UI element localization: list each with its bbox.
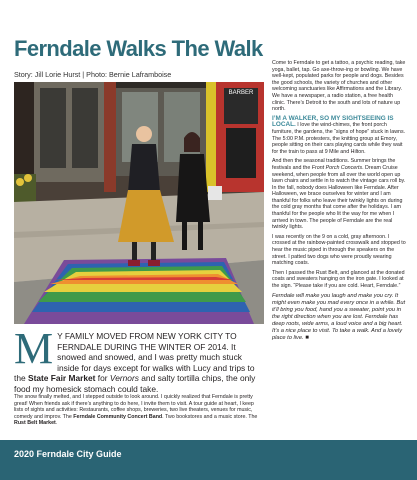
- paragraph: Come to Ferndale to get a tattoo, a psychic reading, take yoga, ballet, tap. Go axe-throw-ing or bowling. We have well-kept, populated parks for people and dogs. Besides the good schools, the variety of churches and other welcoming sanctuaries like Affirmations and the Library. We have a newspaper, a radio station, a free health clinic. There’s Detroit to the south and lots of nature up north.: [272, 60, 406, 113]
- paragraph-text: I love the wind-chimes, the front porch furniture, the gardens, the “signs of hope” stuck in lawns. The 5:00 P.M. protesters, the knitting group at Emory, people sitting on their cars playing cards while they wait for the train to pass at 9 Mile and Hilton.: [272, 122, 406, 155]
- intro-text: for: [95, 373, 110, 384]
- vernors: Vernors: [109, 373, 139, 384]
- barber-sign: BARBER: [228, 90, 254, 96]
- footer-year: 2020: [14, 449, 35, 459]
- body-text: The snow finally melted, and I stepped outside to look around. I quickly realized that Ferndale is pretty great! When friends ask if there’s anything to do here, I invite them to visit. A tour guide at heart, I keep lists of sights and activities: Restaurants, coffee shops, breweries, two live theaters, venues for music, comedy and improv. The: [14, 394, 254, 420]
- body-text: .: [55, 420, 58, 427]
- closing-quote: [272, 293, 406, 342]
- article-title: Ferndale Walks The Walk: [14, 36, 263, 61]
- paragraph: I was recently on the 9 on a cold, gray afternoon. I crossed at the rainbow-painted crosswalk and stopped to hear the music piped in through the speakers on the street. I patted two dogs who were proudly wearing matching coats.: [272, 233, 406, 267]
- paragraph: Then I passed the Rust Belt, and glanced at the donated coats and sweaters hanging on the iron gate. I looked at the sign. “Please take if you are cold. Heart, Ferndale.”: [272, 269, 405, 289]
- rust-belt-market: Rust Belt Market: [14, 420, 56, 427]
- paragraph-text: . Dream Cruise weekend, when people from all over the world open up lawn chairs and settle in to watch the vintage cars roll by. In the fall, nobody does Halloween like Ferndale. After Halloween, we brace ourselves for winter and I am thankful for folks who leave their twinkly lights on during the cold gray months that come after the holidays. I am thankful for the people who lit the way for me when I arrived in town. The people of Ferndale are the real twinkly lights.: [272, 164, 406, 231]
- paragraph-text: And then the seasonal traditions. Summer brings the festivals and the: [272, 158, 396, 171]
- state-fair-market: State Fair Market: [27, 373, 96, 384]
- end-mark-icon: ■: [305, 334, 309, 341]
- lead-in-caps: I’M A WALKER, SO MY SIGHTSEEING IS LOCAL.: [272, 114, 394, 129]
- paragraph: [272, 116, 406, 156]
- drop-cap: M: [14, 324, 54, 373]
- intro-text: Y FAMILY MOVED FROM NEW YORK CITY TO FERNDALE DURING THE WINTER OF 2014. It snowed and snowed, and I was pretty much stuck inside for days except for walks with Lucy and trips to the: [14, 331, 255, 384]
- paragraph: [272, 158, 406, 231]
- body-paragraph: [14, 394, 264, 427]
- concert-band: Ferndale Community Concert Band: [73, 413, 163, 420]
- footer-guide-name: Ferndale City Guide: [36, 449, 122, 459]
- quote-text: Ferndale will make you laugh and make you cry. It might even make you mad every once in a while. But it’ll bring you food, hand you a sweater, point you in the right direction when you are lost. Ferndale has deep roots, wide arms, a loud voice and a big heart. It’s a nice place to visit. To take a walk. And a lovely place to live.: [272, 292, 406, 341]
- front-porch-concerts: Front Porch Concerts: [311, 164, 363, 171]
- body-text: . Two bookstores and a music store. The: [162, 413, 258, 420]
- intro-text: and salty tortilla chips, the only food my homesick stomach could take.: [14, 373, 256, 394]
- rainbow-crosswalk-photo: [14, 82, 264, 324]
- footer-band: [0, 440, 417, 480]
- footer-label: [14, 449, 122, 459]
- intro-paragraph: [14, 324, 264, 395]
- byline: Story: Jill Lorie Hurst | Photo: Bernie Laframboise: [14, 70, 172, 79]
- right-column: [272, 60, 406, 345]
